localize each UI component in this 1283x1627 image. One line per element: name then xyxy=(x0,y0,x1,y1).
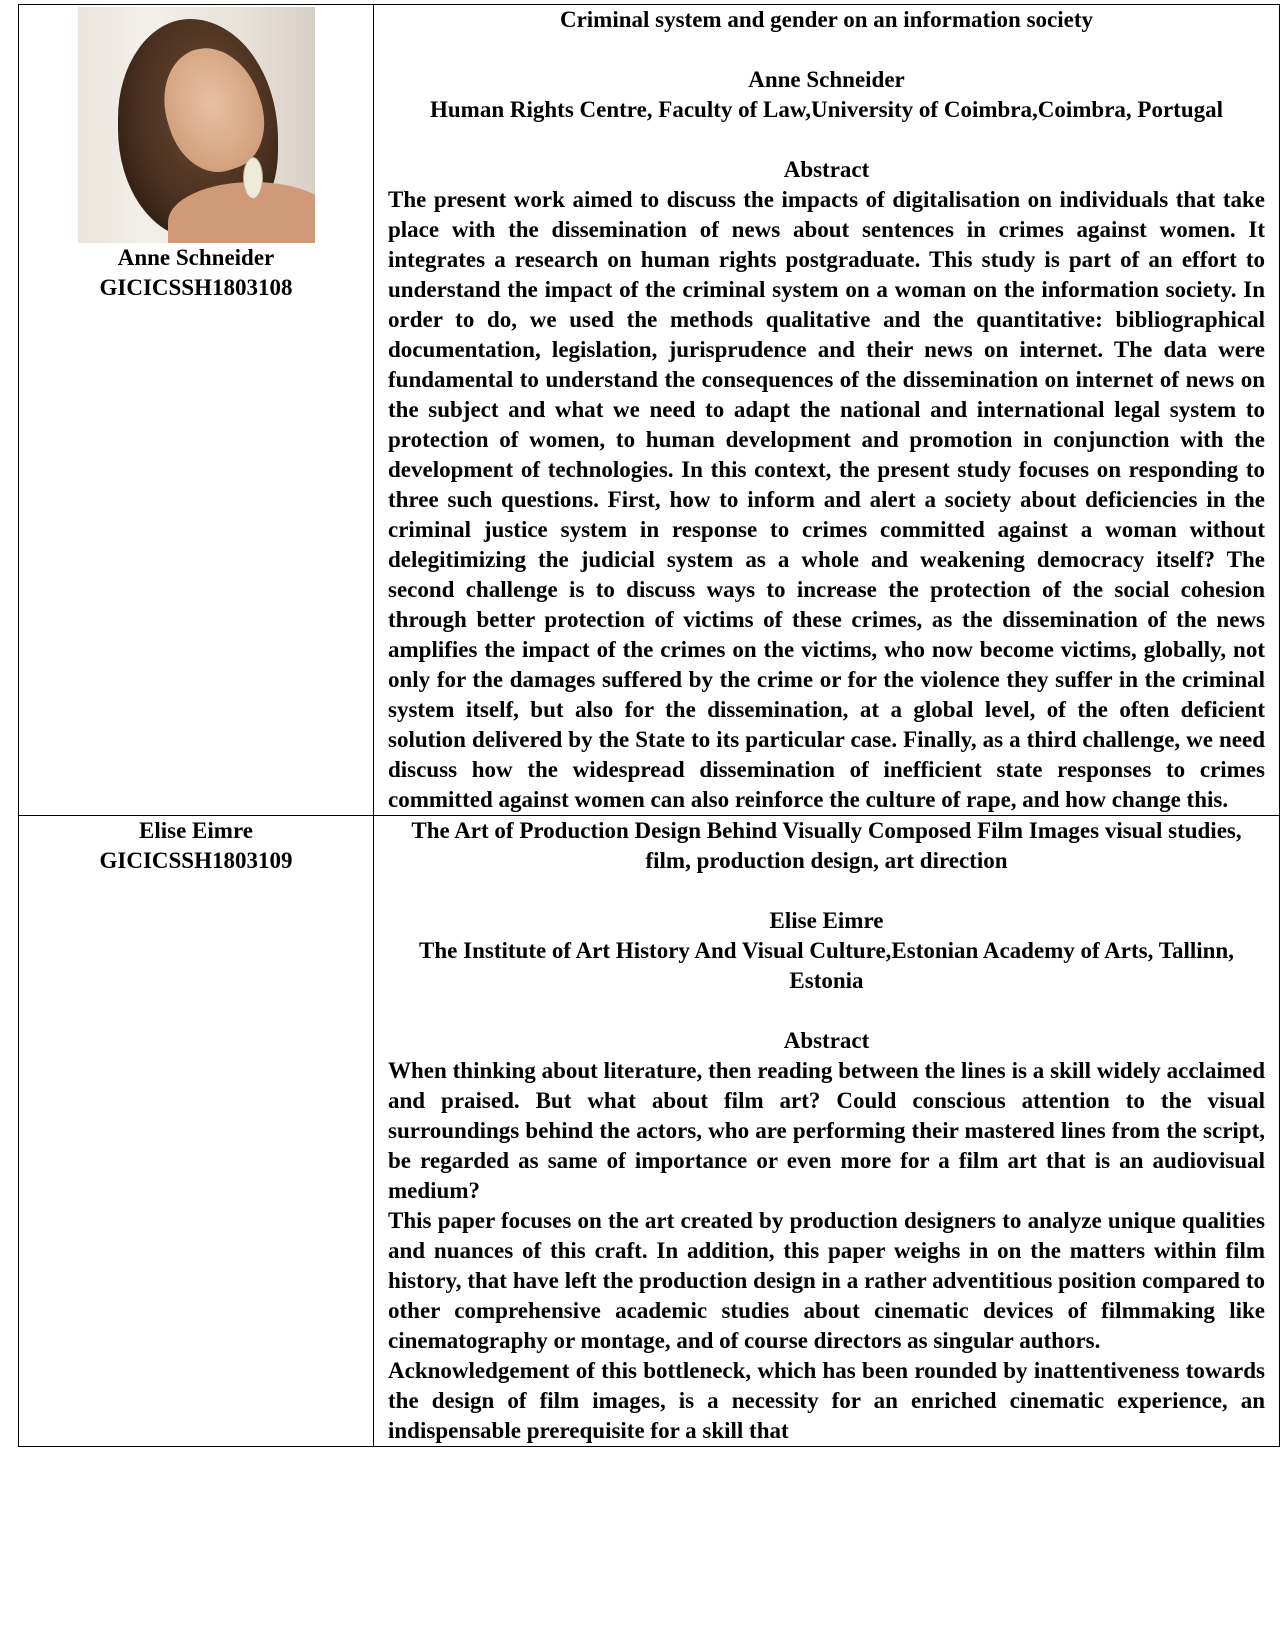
paper-title: The Art of Production Design Behind Visually Composed Film Images visual studies, film, production design, art direction xyxy=(411,818,1242,873)
paper-author: Anne Schneider xyxy=(748,67,905,92)
abstract-paragraph: Acknowledgement of this bottleneck, which has been rounded by inattentiveness towards the design of film images, is a necessity for an enriched cinematic experience, an indispensable prerequisite for a skill that xyxy=(388,1358,1265,1443)
abstract-paragraph: This paper focuses on the art created by production designers to analyze unique qualities and nuances of this craft. In addition, this paper weighs in on the matters within film history, that have left the production design in a rather adventitious position compared to other comprehensive academic studies about cinematic devices of filmmaking like cinematography or montage, and of course directors as singular authors. xyxy=(388,1208,1265,1353)
author-id: GICICSSH1803108 xyxy=(99,275,293,300)
abstract-heading: Abstract xyxy=(783,157,870,182)
author-photo xyxy=(78,7,315,243)
paper-affiliation: The Institute of Art History And Visual Culture,Estonian Academy of Arts, Tallinn, Estonia xyxy=(419,938,1234,993)
abstract-cell xyxy=(374,816,1280,1447)
abstract-paragraph: When thinking about literature, then reading between the lines is a skill widely acclaimed and praised. But what about film art? Could conscious attention to the visual surroundings behind the actors, who are performing their mastered lines from the script, be regarded as same of importance or even more for a film art that is an audiovisual medium? xyxy=(388,1058,1265,1203)
paper-affiliation: Human Rights Centre, Faculty of Law,University of Coimbra,Coimbra, Portugal xyxy=(429,97,1224,122)
author-name: Anne Schneider xyxy=(117,245,275,270)
paper-author: Elise Eimre xyxy=(769,908,884,933)
abstract-paragraph: The present work aimed to discuss the impacts of digitalisation on individuals that take place with the dissemination of news about sentences in crimes against women. It integrates a research on human rights postgraduate. This study is part of an effort to understand the impact of the criminal system on a woman on the information society. In order to do, we used the methods qualitative and the quantitative: bibliographical documentation, legislation, jurisprudence and their news on internet. The data were fundamental to understand the consequences of the dissemination on internet of news on the subject and what we need to adapt the national and international legal system to protection of women, to human development and promotion in conjunction with the development of technologies. In this context, the present study focuses on responding to three such questions. First, how to inform and alert a society about deficiencies in the criminal justice system in response to crimes committed against a woman without delegitimizing the judicial system as a whole and weakening democracy itself? The second challenge is to discuss ways to increase the protection of the social cohesion through better protection of victims of these crimes, as the dissemination of the news amplifies the impact of the crimes on the victims, who now become victims, globally, not only for the damages suffered by the crime or for the violence they suffer in the criminal system itself, but also for the dissemination, at a global level, of the often deficient solution delivered by the State to its particular case. Finally, as a third challenge, we need discuss how the widespread dissemination of inefficient state responses to crimes committed against women can also reinforce the culture of rape, and how change this. xyxy=(388,187,1265,812)
abstract-heading: Abstract xyxy=(783,1028,870,1053)
entry-row xyxy=(19,816,1280,1447)
author-cell xyxy=(19,816,374,1447)
author-id: GICICSSH1803109 xyxy=(99,848,293,873)
author-name: Elise Eimre xyxy=(139,818,253,843)
paper-title: Criminal system and gender on an information society xyxy=(559,7,1094,32)
abstract-cell xyxy=(374,5,1280,816)
entry-row xyxy=(19,5,1280,816)
abstracts-table xyxy=(18,4,1280,1447)
author-cell xyxy=(19,5,374,816)
